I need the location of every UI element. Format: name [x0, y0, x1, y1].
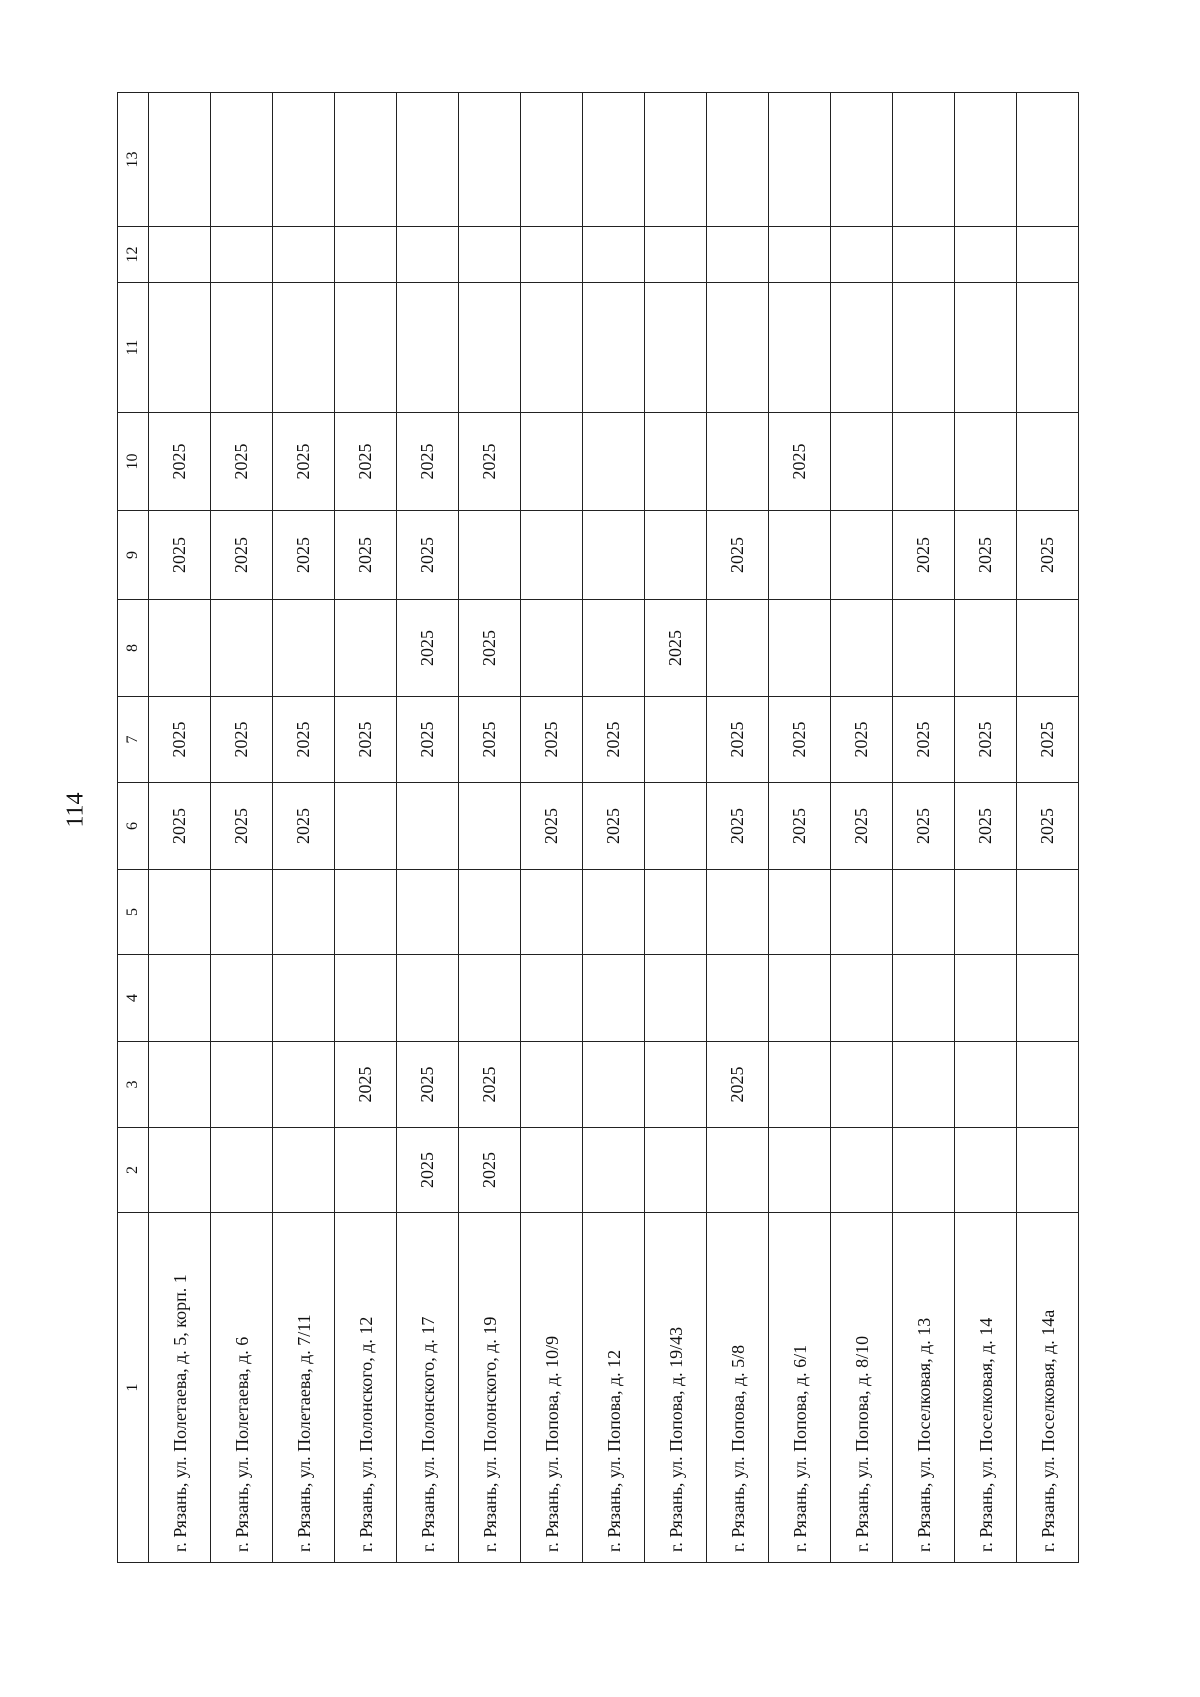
year-cell	[335, 783, 397, 870]
year-cell: 2025	[583, 783, 645, 870]
year-cell	[707, 93, 769, 227]
year-cell	[769, 283, 831, 413]
year-cell	[893, 870, 955, 955]
year-cell	[645, 1042, 707, 1128]
year-cell	[273, 227, 335, 283]
year-cell: 2025	[397, 1128, 459, 1213]
table-row	[149, 93, 211, 1563]
year-cell	[831, 227, 893, 283]
year-cell	[707, 1128, 769, 1213]
year-cell: 2025	[211, 697, 273, 783]
year-cell	[583, 227, 645, 283]
year-cell: 2025	[273, 783, 335, 870]
year-cell	[335, 1128, 397, 1213]
year-cell	[397, 227, 459, 283]
address-cell: г. Рязань, ул. Попова, д. 10/9	[521, 1213, 583, 1563]
year-cell	[583, 870, 645, 955]
year-cell	[831, 1128, 893, 1213]
year-cell	[459, 227, 521, 283]
header-cell: 4	[118, 955, 149, 1042]
schedule-table	[117, 92, 1079, 1563]
year-cell: 2025	[335, 1042, 397, 1128]
year-cell	[769, 1042, 831, 1128]
year-cell	[955, 413, 1017, 511]
year-cell: 2025	[397, 697, 459, 783]
address-cell: г. Рязань, ул. Попова, д. 12	[583, 1213, 645, 1563]
year-cell: 2025	[955, 697, 1017, 783]
year-cell	[335, 227, 397, 283]
year-cell: 2025	[335, 413, 397, 511]
year-cell	[335, 93, 397, 227]
year-cell: 2025	[397, 413, 459, 511]
year-cell: 2025	[149, 697, 211, 783]
table-row	[459, 93, 521, 1563]
year-cell	[521, 227, 583, 283]
year-cell	[893, 283, 955, 413]
year-cell: 2025	[335, 697, 397, 783]
year-cell	[955, 600, 1017, 697]
year-cell	[707, 227, 769, 283]
header-row	[118, 93, 149, 1563]
table-row	[397, 93, 459, 1563]
year-cell	[707, 413, 769, 511]
year-cell: 2025	[707, 783, 769, 870]
year-cell: 2025	[149, 783, 211, 870]
year-cell: 2025	[273, 697, 335, 783]
table-row	[273, 93, 335, 1563]
year-cell	[1017, 870, 1079, 955]
table-row	[769, 93, 831, 1563]
year-cell: 2025	[955, 511, 1017, 600]
year-cell	[273, 1128, 335, 1213]
year-cell	[707, 870, 769, 955]
year-cell	[1017, 955, 1079, 1042]
year-cell	[831, 511, 893, 600]
year-cell: 2025	[769, 783, 831, 870]
year-cell	[459, 955, 521, 1042]
table-row	[1017, 93, 1079, 1563]
year-cell: 2025	[645, 600, 707, 697]
year-cell	[149, 1042, 211, 1128]
year-cell	[211, 1128, 273, 1213]
year-cell	[397, 783, 459, 870]
year-cell: 2025	[707, 697, 769, 783]
year-cell: 2025	[459, 697, 521, 783]
year-cell	[273, 955, 335, 1042]
year-cell: 2025	[831, 697, 893, 783]
year-cell: 2025	[893, 511, 955, 600]
year-cell	[273, 600, 335, 697]
year-cell	[707, 283, 769, 413]
year-cell	[335, 600, 397, 697]
year-cell	[459, 283, 521, 413]
year-cell	[335, 870, 397, 955]
header-cell: 5	[118, 870, 149, 955]
year-cell	[583, 1042, 645, 1128]
year-cell	[831, 1042, 893, 1128]
year-cell: 2025	[893, 783, 955, 870]
year-cell	[397, 93, 459, 227]
year-cell	[1017, 1128, 1079, 1213]
year-cell	[645, 955, 707, 1042]
year-cell	[769, 1128, 831, 1213]
address-cell: г. Рязань, ул. Попова, д. 19/43	[645, 1213, 707, 1563]
year-cell	[893, 93, 955, 227]
year-cell	[521, 955, 583, 1042]
year-cell: 2025	[707, 1042, 769, 1128]
address-cell: г. Рязань, ул. Попова, д. 6/1	[769, 1213, 831, 1563]
year-cell	[273, 93, 335, 227]
year-cell	[769, 955, 831, 1042]
year-cell	[211, 227, 273, 283]
rotated-table-container	[117, 93, 1077, 1563]
year-cell	[645, 283, 707, 413]
year-cell: 2025	[211, 413, 273, 511]
header-cell: 13	[118, 93, 149, 227]
year-cell	[769, 511, 831, 600]
year-cell: 2025	[955, 783, 1017, 870]
year-cell	[273, 283, 335, 413]
year-cell: 2025	[459, 1128, 521, 1213]
year-cell	[149, 1128, 211, 1213]
year-cell	[211, 283, 273, 413]
year-cell: 2025	[769, 697, 831, 783]
year-cell	[707, 600, 769, 697]
year-cell	[893, 1042, 955, 1128]
year-cell: 2025	[1017, 783, 1079, 870]
address-cell: г. Рязань, ул. Попова, д. 8/10	[831, 1213, 893, 1563]
year-cell	[521, 1128, 583, 1213]
year-cell	[769, 227, 831, 283]
table-row	[831, 93, 893, 1563]
header-cell: 2	[118, 1128, 149, 1213]
year-cell: 2025	[273, 511, 335, 600]
year-cell	[1017, 413, 1079, 511]
year-cell	[583, 413, 645, 511]
year-cell	[645, 870, 707, 955]
year-cell: 2025	[831, 783, 893, 870]
year-cell	[955, 93, 1017, 227]
address-cell: г. Рязань, ул. Полонского, д. 17	[397, 1213, 459, 1563]
year-cell	[769, 870, 831, 955]
year-cell	[335, 283, 397, 413]
year-cell	[273, 1042, 335, 1128]
year-cell	[211, 955, 273, 1042]
year-cell	[149, 93, 211, 227]
year-cell	[893, 227, 955, 283]
address-cell: г. Рязань, ул. Поселковая, д. 14	[955, 1213, 1017, 1563]
table-row	[335, 93, 397, 1563]
year-cell	[645, 1128, 707, 1213]
year-cell: 2025	[707, 511, 769, 600]
address-cell: г. Рязань, ул. Полетаева, д. 5, корп. 1	[149, 1213, 211, 1563]
year-cell	[831, 600, 893, 697]
year-cell	[521, 600, 583, 697]
year-cell	[149, 955, 211, 1042]
year-cell	[1017, 93, 1079, 227]
year-cell	[831, 870, 893, 955]
year-cell	[335, 955, 397, 1042]
year-cell: 2025	[1017, 697, 1079, 783]
year-cell	[955, 283, 1017, 413]
year-cell: 2025	[335, 511, 397, 600]
year-cell	[645, 511, 707, 600]
year-cell: 2025	[397, 600, 459, 697]
address-cell: г. Рязань, ул. Полонского, д. 12	[335, 1213, 397, 1563]
year-cell	[955, 1128, 1017, 1213]
year-cell	[1017, 1042, 1079, 1128]
year-cell	[645, 413, 707, 511]
header-cell: 10	[118, 413, 149, 511]
year-cell	[707, 955, 769, 1042]
year-cell	[149, 283, 211, 413]
table-row	[211, 93, 273, 1563]
year-cell	[645, 697, 707, 783]
year-cell	[1017, 283, 1079, 413]
year-cell	[893, 413, 955, 511]
year-cell	[521, 413, 583, 511]
year-cell	[521, 1042, 583, 1128]
header-cell: 1	[118, 1213, 149, 1563]
address-cell: г. Рязань, ул. Полетаева, д. 7/11	[273, 1213, 335, 1563]
year-cell	[521, 283, 583, 413]
table-row	[583, 93, 645, 1563]
table-row	[955, 93, 1017, 1563]
year-cell: 2025	[583, 697, 645, 783]
year-cell: 2025	[397, 511, 459, 600]
year-cell	[397, 955, 459, 1042]
year-cell	[1017, 227, 1079, 283]
year-cell	[149, 870, 211, 955]
year-cell: 2025	[211, 511, 273, 600]
year-cell: 2025	[769, 413, 831, 511]
table-row	[707, 93, 769, 1563]
year-cell: 2025	[211, 783, 273, 870]
year-cell	[831, 413, 893, 511]
year-cell: 2025	[459, 413, 521, 511]
year-cell	[583, 955, 645, 1042]
year-cell	[521, 511, 583, 600]
year-cell	[211, 1042, 273, 1128]
year-cell	[149, 600, 211, 697]
page-number: 114	[62, 792, 89, 828]
year-cell	[831, 93, 893, 227]
year-cell	[397, 870, 459, 955]
year-cell	[1017, 600, 1079, 697]
year-cell	[831, 283, 893, 413]
year-cell: 2025	[1017, 511, 1079, 600]
year-cell	[583, 511, 645, 600]
year-cell	[583, 600, 645, 697]
year-cell	[397, 283, 459, 413]
table-row	[893, 93, 955, 1563]
year-cell	[273, 870, 335, 955]
header-cell: 11	[118, 283, 149, 413]
year-cell	[521, 93, 583, 227]
year-cell	[831, 955, 893, 1042]
year-cell	[211, 600, 273, 697]
year-cell: 2025	[397, 1042, 459, 1128]
table-body	[149, 93, 1079, 1563]
address-cell: г. Рязань, ул. Полетаева, д. 6	[211, 1213, 273, 1563]
year-cell	[893, 1128, 955, 1213]
year-cell: 2025	[273, 413, 335, 511]
year-cell	[521, 870, 583, 955]
year-cell: 2025	[521, 697, 583, 783]
year-cell	[583, 1128, 645, 1213]
year-cell	[211, 870, 273, 955]
year-cell	[459, 511, 521, 600]
address-cell: г. Рязань, ул. Поселковая, д. 14а	[1017, 1213, 1079, 1563]
year-cell	[459, 93, 521, 227]
address-cell: г. Рязань, ул. Полонского, д. 19	[459, 1213, 521, 1563]
year-cell	[769, 600, 831, 697]
year-cell	[955, 1042, 1017, 1128]
year-cell: 2025	[459, 600, 521, 697]
year-cell	[955, 227, 1017, 283]
table-row	[645, 93, 707, 1563]
header-cell: 6	[118, 783, 149, 870]
year-cell	[645, 93, 707, 227]
year-cell	[459, 870, 521, 955]
address-cell: г. Рязань, ул. Попова, д. 5/8	[707, 1213, 769, 1563]
year-cell: 2025	[893, 697, 955, 783]
header-cell: 3	[118, 1042, 149, 1128]
address-cell: г. Рязань, ул. Поселковая, д. 13	[893, 1213, 955, 1563]
table-row	[521, 93, 583, 1563]
year-cell	[459, 783, 521, 870]
year-cell	[955, 955, 1017, 1042]
year-cell	[211, 93, 273, 227]
year-cell	[893, 600, 955, 697]
year-cell: 2025	[149, 413, 211, 511]
year-cell	[955, 870, 1017, 955]
year-cell	[149, 227, 211, 283]
year-cell	[645, 783, 707, 870]
year-cell: 2025	[149, 511, 211, 600]
year-cell	[645, 227, 707, 283]
header-cell: 7	[118, 697, 149, 783]
year-cell	[893, 955, 955, 1042]
year-cell	[583, 283, 645, 413]
year-cell	[769, 93, 831, 227]
year-cell: 2025	[459, 1042, 521, 1128]
header-cell: 9	[118, 511, 149, 600]
year-cell	[583, 93, 645, 227]
header-cell: 12	[118, 227, 149, 283]
year-cell: 2025	[521, 783, 583, 870]
header-cell: 8	[118, 600, 149, 697]
